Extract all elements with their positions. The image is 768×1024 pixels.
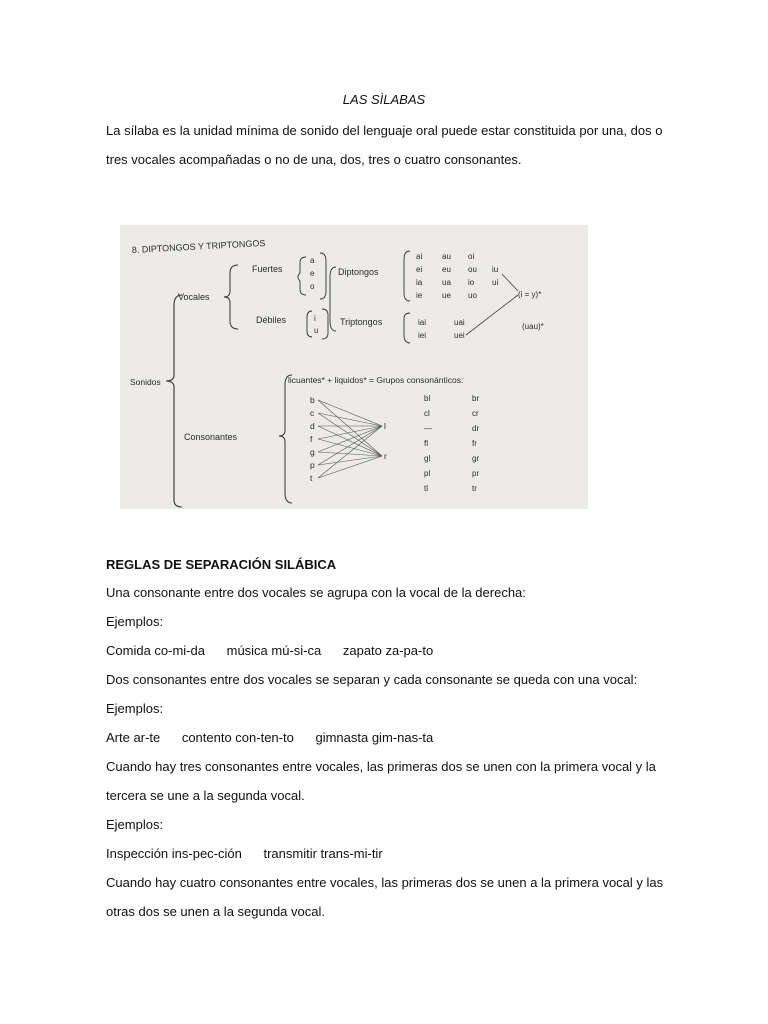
diptongo-cell: au (442, 252, 451, 261)
consonant-link-line (318, 400, 382, 426)
diagram-heading: 8. DIPTONGOS Y TRIPTONGOS (131, 238, 266, 255)
diptongo-cell: oi (468, 252, 475, 261)
diptongo-cell: ei (416, 265, 423, 274)
grupo-cell: gr (472, 454, 480, 463)
debiles-label: Débiles (256, 315, 287, 325)
grupo-cell: gl (424, 454, 431, 463)
vocales-brace (224, 265, 238, 329)
debiles-letter-group (314, 314, 318, 335)
example-item: zapato za-pa-to (342, 643, 434, 658)
rules-section (106, 578, 666, 926)
consonant-letter: f (310, 434, 313, 444)
rule-3-examples (106, 839, 666, 868)
triptongo-cell: iei (418, 331, 427, 340)
intro-paragraph (106, 116, 666, 174)
grupo-cell: fr (472, 439, 477, 448)
rule-2-text: Dos consonantes entre dos vocales se separan y cada consonante se queda con una vocal: (106, 672, 638, 687)
diptongo-cell: eu (442, 265, 451, 274)
i-y-note: (i = y)* (518, 290, 542, 299)
diptongo-cell: ua (442, 278, 451, 287)
grupo-cell: fl (424, 439, 428, 448)
diptongos-table (416, 252, 498, 300)
consonant-link-line (318, 426, 382, 452)
page-title: LAS SÌLABAS (342, 92, 426, 107)
intro-line-2: tres vocales acompañadas o no de una, dos, tres o cuatro consonantes. (106, 152, 522, 167)
liquid-letter: l (384, 421, 386, 431)
consonant-link-line (318, 426, 382, 456)
triptongo-cell: iai (418, 318, 427, 327)
grupo-cell: bl (424, 394, 431, 403)
consonantes-brace (279, 375, 292, 503)
triptongos-brace (404, 313, 410, 343)
example-item: contento con-ten-to (181, 730, 294, 745)
triptongo-cell: uai (454, 318, 465, 327)
debiles-closing-bracket (322, 309, 328, 339)
consonant-letter-column (310, 395, 315, 483)
rule-1-text: Una consonante entre dos vocales se agrupa con la vocal de la derecha: (106, 585, 526, 600)
grupo-cell: cl (424, 409, 430, 418)
diptongo-cell: ia (416, 278, 423, 287)
consonant-letter: t (310, 473, 313, 483)
consonant-letter: p (310, 460, 315, 470)
fuertes-letter: o (310, 282, 315, 291)
syllable-diagram-scan (120, 225, 588, 509)
fuertes-letter-group (310, 256, 315, 291)
vocales-label: Vocales (178, 292, 210, 302)
diptongo-cell: iu (492, 265, 499, 274)
diptongo-cell: ui (492, 278, 499, 287)
grupos-consonanticos-table (424, 394, 479, 493)
consonant-letter: d (310, 421, 315, 431)
debiles-letter: u (314, 326, 319, 335)
liquid-letter: r (384, 451, 387, 461)
rule-3-text-line-2: tercera se une a la segunda vocal. (106, 788, 305, 803)
fuertes-closing-bracket (320, 253, 326, 299)
example-item: transmitir trans-mi-tir (263, 846, 383, 861)
diptongo-cell: ou (468, 265, 477, 274)
debiles-brace (307, 311, 312, 337)
grupo-cell: tl (424, 484, 428, 493)
rule-4-text-line-2: otras dos se unen a la segunda vocal. (106, 904, 325, 919)
diptongo-cell: ai (416, 252, 423, 261)
diptongo-cell: uo (468, 291, 477, 300)
grupo-cell: tr (472, 484, 477, 493)
liquid-letter-column (384, 421, 387, 461)
rule-2-examples (106, 723, 666, 752)
triptongos-label: Triptongos (340, 317, 383, 327)
grupo-cell: pl (424, 469, 431, 478)
consonant-letter: b (310, 395, 315, 405)
grupo-cell: — (424, 424, 432, 433)
diptongos-connector-brace (330, 267, 336, 331)
diptongos-brace (404, 251, 410, 301)
diptongo-cell: ue (442, 291, 451, 300)
consonant-link-lines (318, 400, 382, 478)
example-item: Inspección ins-pec-ción (106, 846, 242, 861)
consonant-link-line (318, 452, 382, 456)
rule-3-text-line-1: Cuando hay tres consonantes entre vocales, las primeras dos se unen con la primera vocal y la (106, 759, 656, 774)
grupo-cell: cr (472, 409, 479, 418)
consonant-letter: c (310, 408, 315, 418)
diagram-svg (120, 225, 588, 509)
triptongo-arrow-line (466, 295, 518, 335)
diptongo-cell: ie (416, 291, 423, 300)
rule-1-examples-label: Ejemplos: (106, 614, 164, 629)
triptongos-table (418, 318, 465, 340)
example-item: gimnasta gim-nas-ta (315, 730, 434, 745)
rule-4-text-line-1: Cuando hay cuatro consonantes entre vocales, las primeras dos se unen a la primera vocal y las (106, 875, 664, 890)
diptongo-cell: io (468, 278, 475, 287)
diptongo-arrow-line (502, 274, 518, 291)
sonidos-brace (166, 295, 182, 507)
grupo-cell: br (472, 394, 480, 403)
fuertes-brace (298, 257, 306, 295)
diptongos-label: Diptongos (338, 267, 379, 277)
fuertes-letter: a (310, 256, 315, 265)
example-item: Comida co-mi-da (106, 643, 205, 658)
example-item: Arte ar-te (106, 730, 161, 745)
consonant-link-line (318, 426, 382, 478)
sonidos-label: Sonidos (130, 377, 161, 387)
rules-heading: REGLAS DE SEPARACIÓN SILÁBICA (106, 557, 337, 572)
fuertes-label: Fuertes (252, 264, 283, 274)
fuertes-letter: e (310, 269, 315, 278)
consonant-letter: g (310, 447, 315, 457)
uau-note: (uau)* (522, 322, 544, 331)
consonantes-label: Consonantes (184, 432, 238, 442)
intro-line-1: La sílaba es la unidad mínima de sonido del lenguaje oral puede estar constituida por una, dos o (106, 123, 663, 138)
consonant-link-line (318, 456, 382, 465)
rule-3-examples-label: Ejemplos: (106, 817, 164, 832)
grupos-heading: licuantes* + liquidos* = Grupos consonánticos: (288, 375, 464, 385)
grupo-cell: pr (472, 469, 480, 478)
rule-2-examples-label: Ejemplos: (106, 701, 164, 716)
rule-1-examples (106, 636, 666, 665)
grupo-cell: dr (472, 424, 480, 433)
debiles-letter: i (314, 314, 316, 323)
triptongo-cell: uei (454, 331, 465, 340)
example-item: música mú-si-ca (226, 643, 322, 658)
